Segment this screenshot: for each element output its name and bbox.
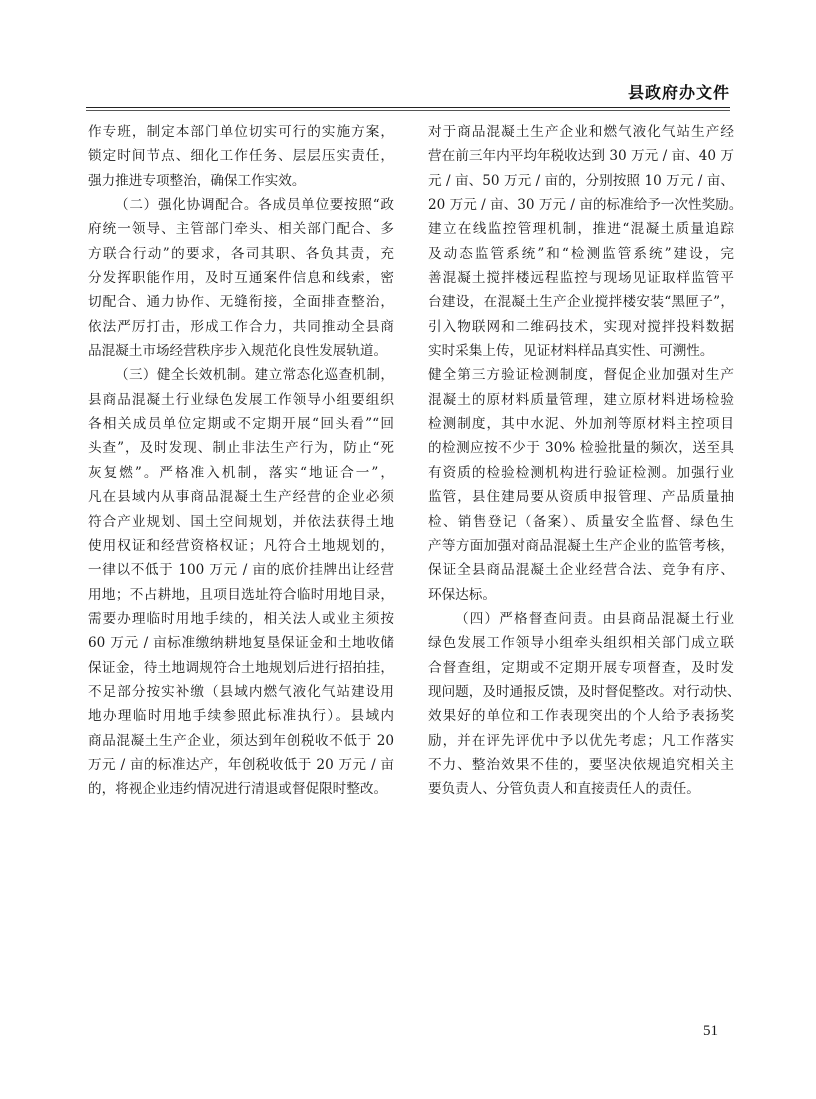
text-line: 监管，县住建局要从资质申报管理、产品质量抽 <box>428 489 734 506</box>
text-line: 保证金，待土地调规符合土地规划后进行招拍挂， <box>88 659 394 676</box>
text-line: 府统一领导、主管部门牵头、相关部门配合、多 <box>88 221 394 238</box>
text-line: 县商品混凝土行业绿色发展工作领导小组要组织 <box>88 391 394 408</box>
text-line: 建立在线监控管理机制，推进“混凝土质量追踪 <box>428 221 734 238</box>
text-line: 作专班，制定本部门单位切实可行的实施方案， <box>88 124 394 140</box>
right-column <box>428 120 743 802</box>
text-line: 头查”，及时发现、制止非法生产行为，防止“死 <box>88 440 394 457</box>
text-line: 对于商品混凝土生产企业和燃气液化气站生产经 <box>428 124 734 140</box>
text-line: 有资质的检验检测机构进行验证检测。加强行业 <box>428 464 734 481</box>
header-rule <box>86 107 730 108</box>
text-line: 灰复燃”。严格准入机制，落实“地证合一”， <box>88 464 394 481</box>
text-line: （三）健全长效机制。建立常态化巡查机制， <box>115 367 394 384</box>
text-line: 符合产业规划、国土空间规划，并依法获得土地 <box>88 513 394 530</box>
text-line: 用地；不占耕地，且项目选址符合临时用地目录， <box>88 586 394 603</box>
text-line: 及动态监管系统”和“检测监管系统”建设，完 <box>428 245 734 262</box>
text-line: 强力推进专项整治，确保工作实效。 <box>88 172 306 189</box>
text-line: 善混凝土搅拌楼远程监控与现场见证取样监管平 <box>428 270 734 287</box>
text-line: 元 / 亩、50 万元 / 亩的，分别按照 10 万元 / 亩、 <box>428 172 734 189</box>
text-line: 检、销售登记（备案）、质量安全监督、绿色生 <box>428 513 734 530</box>
text-line: 励，并在评先评优中予以优先考虑；凡工作落实 <box>428 732 734 749</box>
text-line: 引入物联网和二维码技术，实现对搅拌投料数据 <box>428 318 734 335</box>
text-line: 营在前三年内平均年税收达到 30 万元 / 亩、40 万 <box>428 148 734 165</box>
text-line: 分发挥职能作用，及时互通案件信息和线索，密 <box>88 270 394 287</box>
page-number: 51 <box>703 1023 718 1039</box>
text-line: 环保达标。 <box>428 586 496 603</box>
text-line: 60 万元 / 亩标准缴纳耕地复垦保证金和土地收储 <box>88 635 394 652</box>
text-line: 现问题，及时通报反馈，及时督促整改。对行动快、 <box>428 683 741 700</box>
left-column <box>88 120 394 802</box>
text-line: 切配合、通力协作、无缝衔接，全面排查整治， <box>88 294 394 311</box>
text-line: 需要办理临时用地手续的，相关法人或业主须按 <box>88 610 394 627</box>
text-line: 产等方面加强对商品混凝土生产企业的监管考核， <box>428 537 734 554</box>
text-line: 依法严厉打击，形成工作合力，共同推动全县商 <box>88 318 394 335</box>
text-line: 方联合行动”的要求，各司其职、各负其责，充 <box>88 245 394 262</box>
text-line: 混凝土的原材料质量管理，建立原材料进场检验 <box>428 391 734 408</box>
text-line: 的，将视企业违约情况进行清退或督促限时整改。 <box>88 781 388 798</box>
text-line: 健全第三方验证检测制度，督促企业加强对生产 <box>428 367 734 384</box>
text-line: 万元 / 亩的标准达产，年创税收低于 20 万元 / 亩 <box>88 756 394 773</box>
text-line: 效果好的单位和工作表现突出的个人给予表扬奖 <box>428 708 734 725</box>
text-line: 不力、整治效果不佳的，要坚决依规追究相关主 <box>428 756 734 773</box>
text-line: 要负责人、分管负责人和直接责任人的责任。 <box>428 781 700 798</box>
text-line: 地办理临时用地手续参照此标准执行）。县域内 <box>88 708 394 725</box>
text-line: 的检测应按不少于 30% 检验批量的频次，送至具 <box>428 440 734 457</box>
header-title: 县政府办文件 <box>627 83 730 102</box>
text-line: 锁定时间节点、细化工作任务、层层压实责任， <box>88 148 394 165</box>
text-line: （四）严格督查问责。由县商品混凝土行业 <box>455 610 734 627</box>
header-rule-thin <box>86 110 730 111</box>
text-line: 各相关成员单位定期或不定期开展“回头看”“回 <box>88 416 394 433</box>
text-line: 凡在县域内从事商品混凝土生产经营的企业必须 <box>88 489 394 506</box>
text-line: 检测制度，其中水泥、外加剂等原材料主控项目 <box>428 416 734 433</box>
text-line: 品混凝土市场经营秩序步入规范化良性发展轨道。 <box>88 343 388 360</box>
text-line: 使用权证和经营资格权证；凡符合土地规划的， <box>88 537 394 554</box>
text-line: 一律以不低于 100 万元 / 亩的底价挂牌出让经营 <box>88 562 394 579</box>
text-line: 保证全县商品混凝土企业经营合法、竞争有序、 <box>428 562 734 579</box>
text-line: 合督查组，定期或不定期开展专项督查，及时发 <box>428 659 734 676</box>
text-line: 台建设，在混凝土生产企业搅拌楼安装“黑匣子”， <box>428 294 734 311</box>
text-line: 绿色发展工作领导小组牵头组织相关部门成立联 <box>428 635 734 652</box>
text-line: 实时采集上传，见证材料样品真实性、可溯性。 <box>428 343 714 360</box>
text-line: 商品混凝土生产企业，须达到年创税收不低于 20 <box>88 732 394 749</box>
text-line: 20 万元 / 亩、30 万元 / 亩的标准给予一次性奖励。 <box>428 197 743 214</box>
text-line: 不足部分按实补缴（县域内燃气液化气站建设用 <box>88 683 394 700</box>
text-line: （二）强化协调配合。各成员单位要按照“政 <box>115 197 394 214</box>
